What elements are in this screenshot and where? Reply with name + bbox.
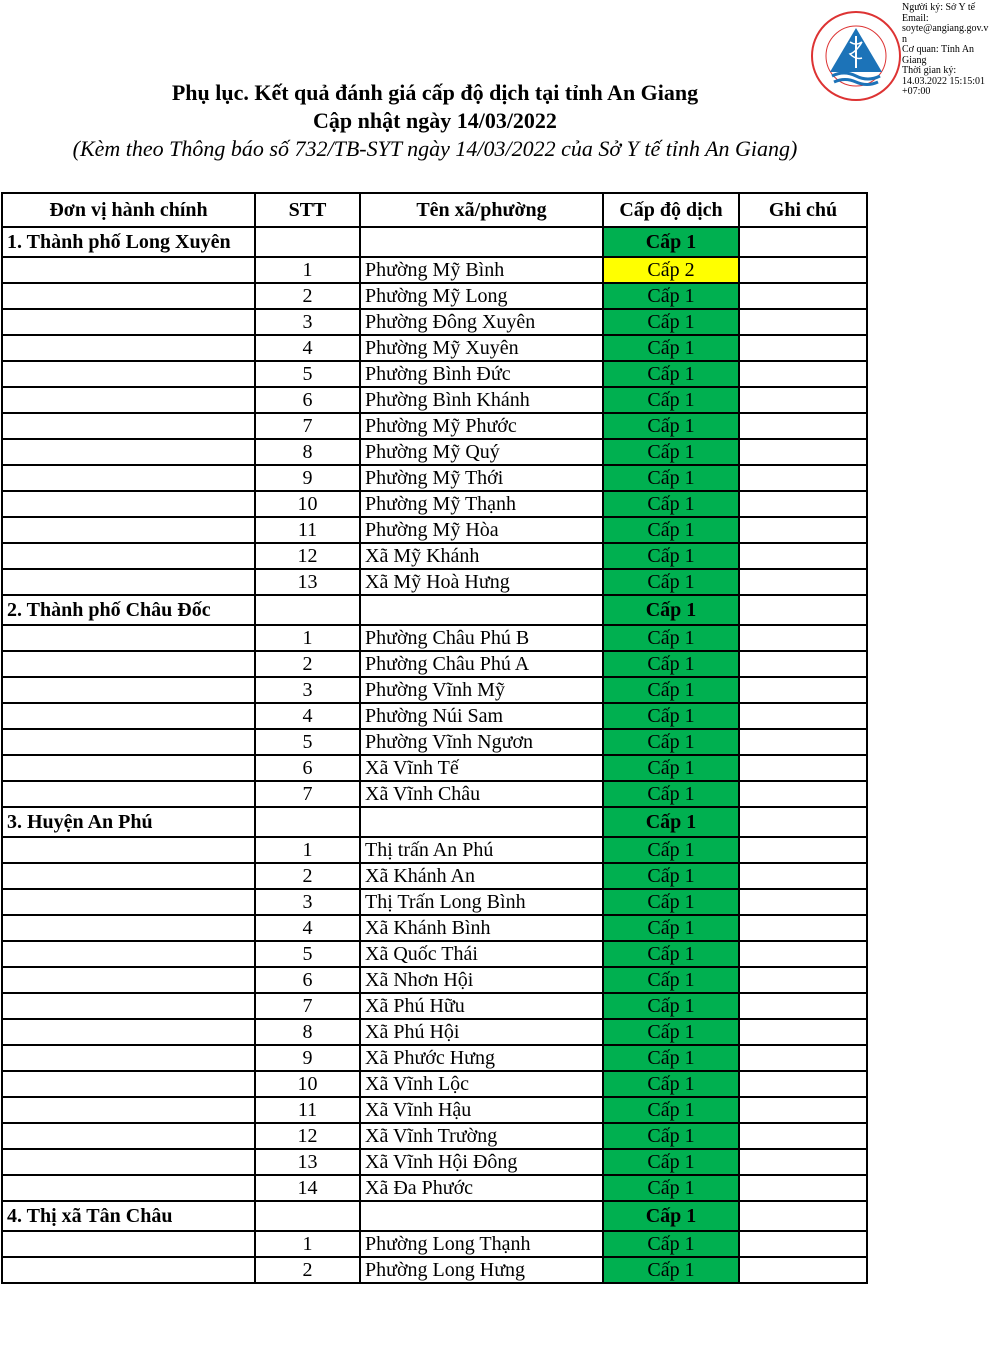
digital-signature-block <box>902 3 998 98</box>
table-row <box>2 517 867 543</box>
unit-cell <box>2 889 255 915</box>
table-row <box>2 1123 867 1149</box>
update-date: Cập nhật ngày 14/03/2022 <box>313 108 557 133</box>
group-unit-cell: 1. Thành phố Long Xuyên <box>2 227 255 257</box>
group-stt-cell <box>255 595 360 625</box>
stt-cell: 4 <box>255 915 360 941</box>
column-header-unit: Đơn vị hành chính <box>2 193 255 227</box>
unit-cell <box>2 1045 255 1071</box>
table-row <box>2 1231 867 1257</box>
unit-cell <box>2 625 255 651</box>
stt-cell: 7 <box>255 413 360 439</box>
table-row <box>2 677 867 703</box>
ward-name-cell: Xã Vĩnh Châu <box>360 781 603 807</box>
signature-line: +07:00 <box>902 86 931 97</box>
unit-cell <box>2 569 255 595</box>
ward-name-cell: Phường Bình Đức <box>360 361 603 387</box>
stt-cell: 9 <box>255 465 360 491</box>
level-cell: Cấp 1 <box>603 1231 739 1257</box>
stt-cell: 1 <box>255 257 360 283</box>
level-cell: Cấp 1 <box>603 651 739 677</box>
note-cell <box>739 941 867 967</box>
stt-cell: 12 <box>255 1123 360 1149</box>
group-row <box>2 807 867 837</box>
group-name-cell <box>360 227 603 257</box>
level-cell: Cấp 1 <box>603 1071 739 1097</box>
note-cell <box>739 625 867 651</box>
ward-name-cell: Xã Vĩnh Hội Đông <box>360 1149 603 1175</box>
group-note-cell <box>739 595 867 625</box>
level-cell: Cấp 1 <box>603 677 739 703</box>
ward-name-cell: Xã Khánh An <box>360 863 603 889</box>
group-row <box>2 227 867 257</box>
unit-cell <box>2 309 255 335</box>
unit-cell <box>2 941 255 967</box>
unit-cell <box>2 361 255 387</box>
stt-cell: 4 <box>255 703 360 729</box>
ward-name-cell: Phường Mỹ Long <box>360 283 603 309</box>
note-cell <box>739 283 867 309</box>
unit-cell <box>2 517 255 543</box>
stt-cell: 11 <box>255 1097 360 1123</box>
note-cell <box>739 1019 867 1045</box>
unit-cell <box>2 257 255 283</box>
group-note-cell <box>739 227 867 257</box>
stt-cell: 14 <box>255 1175 360 1201</box>
stt-cell: 1 <box>255 625 360 651</box>
unit-cell <box>2 993 255 1019</box>
table-row <box>2 1175 867 1201</box>
stt-cell: 11 <box>255 517 360 543</box>
level-cell: Cấp 1 <box>603 465 739 491</box>
group-stt-cell <box>255 227 360 257</box>
table-row <box>2 941 867 967</box>
level-cell: Cấp 1 <box>603 387 739 413</box>
ward-name-cell: Xã Mỹ Hoà Hưng <box>360 569 603 595</box>
table-row <box>2 625 867 651</box>
ward-name-cell: Phường Long Hưng <box>360 1257 603 1283</box>
note-cell <box>739 413 867 439</box>
table-row <box>2 967 867 993</box>
level-cell: Cấp 1 <box>603 1045 739 1071</box>
column-header-stt: STT <box>255 193 360 227</box>
note-cell <box>739 387 867 413</box>
table-row <box>2 283 867 309</box>
ward-name-cell: Thị Trấn Long Bình <box>360 889 603 915</box>
table-row <box>2 993 867 1019</box>
table-row <box>2 651 867 677</box>
unit-cell <box>2 1097 255 1123</box>
note-cell <box>739 837 867 863</box>
ward-name-cell: Phường Mỹ Bình <box>360 257 603 283</box>
note-cell <box>739 1149 867 1175</box>
stt-cell: 12 <box>255 543 360 569</box>
ward-name-cell: Xã Phú Hữu <box>360 993 603 1019</box>
note-cell <box>739 915 867 941</box>
level-cell: Cấp 1 <box>603 361 739 387</box>
level-cell: Cấp 1 <box>603 703 739 729</box>
level-cell: Cấp 1 <box>603 1123 739 1149</box>
signature-line: Thời gian ký: <box>902 65 957 76</box>
level-cell: Cấp 1 <box>603 729 739 755</box>
stt-cell: 8 <box>255 439 360 465</box>
level-cell: Cấp 1 <box>603 993 739 1019</box>
ward-name-cell: Phường Đông Xuyên <box>360 309 603 335</box>
level-cell: Cấp 1 <box>603 755 739 781</box>
table-row <box>2 257 867 283</box>
table-row <box>2 465 867 491</box>
table-row <box>2 1045 867 1071</box>
signature-line: soyte@angiang.gov.v <box>902 23 989 34</box>
table-row <box>2 543 867 569</box>
note-cell <box>739 889 867 915</box>
table-header-row <box>2 193 867 227</box>
unit-cell <box>2 439 255 465</box>
stt-cell: 3 <box>255 677 360 703</box>
ward-name-cell: Phường Bình Khánh <box>360 387 603 413</box>
unit-cell <box>2 967 255 993</box>
note-cell <box>739 569 867 595</box>
ward-name-cell: Phường Mỹ Thạnh <box>360 491 603 517</box>
unit-cell <box>2 1149 255 1175</box>
unit-cell <box>2 1257 255 1283</box>
level-cell: Cấp 1 <box>603 941 739 967</box>
ward-name-cell: Phường Núi Sam <box>360 703 603 729</box>
level-cell: Cấp 1 <box>603 283 739 309</box>
ward-name-cell: Phường Mỹ Phước <box>360 413 603 439</box>
signature-line: 14.03.2022 15:15:01 <box>902 75 986 87</box>
group-stt-cell <box>255 1201 360 1231</box>
ward-name-cell: Phường Long Thạnh <box>360 1231 603 1257</box>
note-cell <box>739 781 867 807</box>
stt-cell: 3 <box>255 889 360 915</box>
ward-name-cell: Xã Phước Hưng <box>360 1045 603 1071</box>
level-cell: Cấp 1 <box>603 967 739 993</box>
stt-cell: 7 <box>255 993 360 1019</box>
table-row <box>2 863 867 889</box>
note-cell <box>739 703 867 729</box>
stt-cell: 5 <box>255 361 360 387</box>
unit-cell <box>2 1175 255 1201</box>
table-row <box>2 1071 867 1097</box>
column-header-name: Tên xã/phường <box>360 193 603 227</box>
unit-cell <box>2 283 255 309</box>
unit-cell <box>2 915 255 941</box>
ward-name-cell: Xã Vĩnh Trường <box>360 1123 603 1149</box>
group-unit-cell: 2. Thành phố Châu Đốc <box>2 595 255 625</box>
note-cell <box>739 543 867 569</box>
table-row <box>2 413 867 439</box>
stt-cell: 5 <box>255 941 360 967</box>
level-cell: Cấp 1 <box>603 1175 739 1201</box>
stt-cell: 3 <box>255 309 360 335</box>
ward-name-cell: Phường Châu Phú B <box>360 625 603 651</box>
unit-cell <box>2 387 255 413</box>
stt-cell: 13 <box>255 1149 360 1175</box>
ward-name-cell: Xã Phú Hội <box>360 1019 603 1045</box>
ward-name-cell: Thị trấn An Phú <box>360 837 603 863</box>
level-cell: Cấp 1 <box>603 413 739 439</box>
table-row <box>2 1097 867 1123</box>
stt-cell: 6 <box>255 967 360 993</box>
note-cell <box>739 863 867 889</box>
table-row <box>2 491 867 517</box>
unit-cell <box>2 1231 255 1257</box>
ward-name-cell: Phường Mỹ Hòa <box>360 517 603 543</box>
table-row <box>2 889 867 915</box>
table-row <box>2 569 867 595</box>
table-row <box>2 837 867 863</box>
group-level-cell: Cấp 1 <box>603 1201 739 1231</box>
level-cell: Cấp 1 <box>603 1097 739 1123</box>
note-cell <box>739 1257 867 1283</box>
reference-note: (Kèm theo Thông báo số 732/TB-SYT ngày 14/03/2022 của Sở Y tế tỉnh An Giang) <box>72 136 798 161</box>
stt-cell: 8 <box>255 1019 360 1045</box>
stt-cell: 2 <box>255 651 360 677</box>
signature-line: Giang <box>902 54 927 66</box>
unit-cell <box>2 1019 255 1045</box>
table-row <box>2 361 867 387</box>
signature-line: n <box>902 33 907 45</box>
stt-cell: 10 <box>255 491 360 517</box>
level-cell: Cấp 1 <box>603 491 739 517</box>
level-cell: Cấp 1 <box>603 889 739 915</box>
note-cell <box>739 309 867 335</box>
note-cell <box>739 517 867 543</box>
unit-cell <box>2 543 255 569</box>
table-row <box>2 309 867 335</box>
note-cell <box>739 729 867 755</box>
group-row <box>2 1201 867 1231</box>
unit-cell <box>2 781 255 807</box>
group-level-cell: Cấp 1 <box>603 595 739 625</box>
group-unit-cell: 4. Thị xã Tân Châu <box>2 1201 255 1231</box>
stt-cell: 2 <box>255 283 360 309</box>
stt-cell: 4 <box>255 335 360 361</box>
note-cell <box>739 967 867 993</box>
note-cell <box>739 677 867 703</box>
unit-cell <box>2 729 255 755</box>
ward-name-cell: Phường Mỹ Quý <box>360 439 603 465</box>
epidemic-level-table <box>1 192 868 1284</box>
level-cell: Cấp 2 <box>603 257 739 283</box>
note-cell <box>739 439 867 465</box>
stt-cell: 7 <box>255 781 360 807</box>
unit-cell <box>2 1071 255 1097</box>
column-header-level: Cấp độ dịch <box>603 193 739 227</box>
group-stt-cell <box>255 807 360 837</box>
level-cell: Cấp 1 <box>603 543 739 569</box>
note-cell <box>739 491 867 517</box>
ward-name-cell: Phường Mỹ Xuyên <box>360 335 603 361</box>
ward-name-cell: Xã Khánh Bình <box>360 915 603 941</box>
group-level-cell: Cấp 1 <box>603 807 739 837</box>
level-cell: Cấp 1 <box>603 837 739 863</box>
ward-name-cell: Phường Vĩnh Ngươn <box>360 729 603 755</box>
stt-cell: 13 <box>255 569 360 595</box>
unit-cell <box>2 335 255 361</box>
level-cell: Cấp 1 <box>603 1019 739 1045</box>
ward-name-cell: Xã Đa Phước <box>360 1175 603 1201</box>
ward-name-cell: Xã Vĩnh Hậu <box>360 1097 603 1123</box>
note-cell <box>739 651 867 677</box>
level-cell: Cấp 1 <box>603 1149 739 1175</box>
group-row <box>2 595 867 625</box>
stt-cell: 5 <box>255 729 360 755</box>
level-cell: Cấp 1 <box>603 781 739 807</box>
table-row <box>2 781 867 807</box>
group-name-cell <box>360 807 603 837</box>
ward-name-cell: Xã Vĩnh Lộc <box>360 1071 603 1097</box>
group-note-cell <box>739 807 867 837</box>
signature-line: Người ký: Sở Y tế <box>902 2 976 13</box>
group-level-cell: Cấp 1 <box>603 227 739 257</box>
unit-cell <box>2 837 255 863</box>
note-cell <box>739 257 867 283</box>
stt-cell: 10 <box>255 1071 360 1097</box>
ward-name-cell: Xã Nhơn Hội <box>360 967 603 993</box>
stt-cell: 6 <box>255 387 360 413</box>
table-row <box>2 729 867 755</box>
note-cell <box>739 755 867 781</box>
table-row <box>2 703 867 729</box>
group-note-cell <box>739 1201 867 1231</box>
signature-line: Email: <box>902 12 929 24</box>
note-cell <box>739 1175 867 1201</box>
note-cell <box>739 361 867 387</box>
stt-cell: 2 <box>255 863 360 889</box>
stt-cell: 1 <box>255 837 360 863</box>
level-cell: Cấp 1 <box>603 863 739 889</box>
group-name-cell <box>360 595 603 625</box>
unit-cell <box>2 755 255 781</box>
note-cell <box>739 1231 867 1257</box>
unit-cell <box>2 677 255 703</box>
column-header-note: Ghi chú <box>739 193 867 227</box>
document-title: Phụ lục. Kết quả đánh giá cấp độ dịch tại tỉnh An Giang <box>171 80 699 105</box>
unit-cell <box>2 703 255 729</box>
table-row <box>2 1257 867 1283</box>
table-row <box>2 1019 867 1045</box>
unit-cell <box>2 863 255 889</box>
note-cell <box>739 1123 867 1149</box>
group-unit-cell: 3. Huyện An Phú <box>2 807 255 837</box>
level-cell: Cấp 1 <box>603 915 739 941</box>
signature-line: Cơ quan: Tỉnh An <box>902 44 975 55</box>
level-cell: Cấp 1 <box>603 309 739 335</box>
note-cell <box>739 465 867 491</box>
level-cell: Cấp 1 <box>603 1257 739 1283</box>
level-cell: Cấp 1 <box>603 517 739 543</box>
note-cell <box>739 993 867 1019</box>
ward-name-cell: Xã Vĩnh Tế <box>360 755 603 781</box>
ward-name-cell: Phường Vĩnh Mỹ <box>360 677 603 703</box>
level-cell: Cấp 1 <box>603 625 739 651</box>
stt-cell: 6 <box>255 755 360 781</box>
table-body <box>2 227 867 1283</box>
table-row <box>2 1149 867 1175</box>
level-cell: Cấp 1 <box>603 439 739 465</box>
table-row <box>2 439 867 465</box>
unit-cell <box>2 413 255 439</box>
note-cell <box>739 1097 867 1123</box>
level-cell: Cấp 1 <box>603 335 739 361</box>
table-row <box>2 915 867 941</box>
unit-cell <box>2 491 255 517</box>
note-cell <box>739 1071 867 1097</box>
ward-name-cell: Phường Mỹ Thới <box>360 465 603 491</box>
stt-cell: 1 <box>255 1231 360 1257</box>
unit-cell <box>2 651 255 677</box>
ward-name-cell: Phường Châu Phú A <box>360 651 603 677</box>
unit-cell <box>2 1123 255 1149</box>
stt-cell: 9 <box>255 1045 360 1071</box>
table-row <box>2 387 867 413</box>
group-name-cell <box>360 1201 603 1231</box>
unit-cell <box>2 465 255 491</box>
ward-name-cell: Xã Mỹ Khánh <box>360 543 603 569</box>
note-cell <box>739 1045 867 1071</box>
ward-name-cell: Xã Quốc Thái <box>360 941 603 967</box>
note-cell <box>739 335 867 361</box>
stt-cell: 2 <box>255 1257 360 1283</box>
level-cell: Cấp 1 <box>603 569 739 595</box>
table-row <box>2 335 867 361</box>
table-row <box>2 755 867 781</box>
